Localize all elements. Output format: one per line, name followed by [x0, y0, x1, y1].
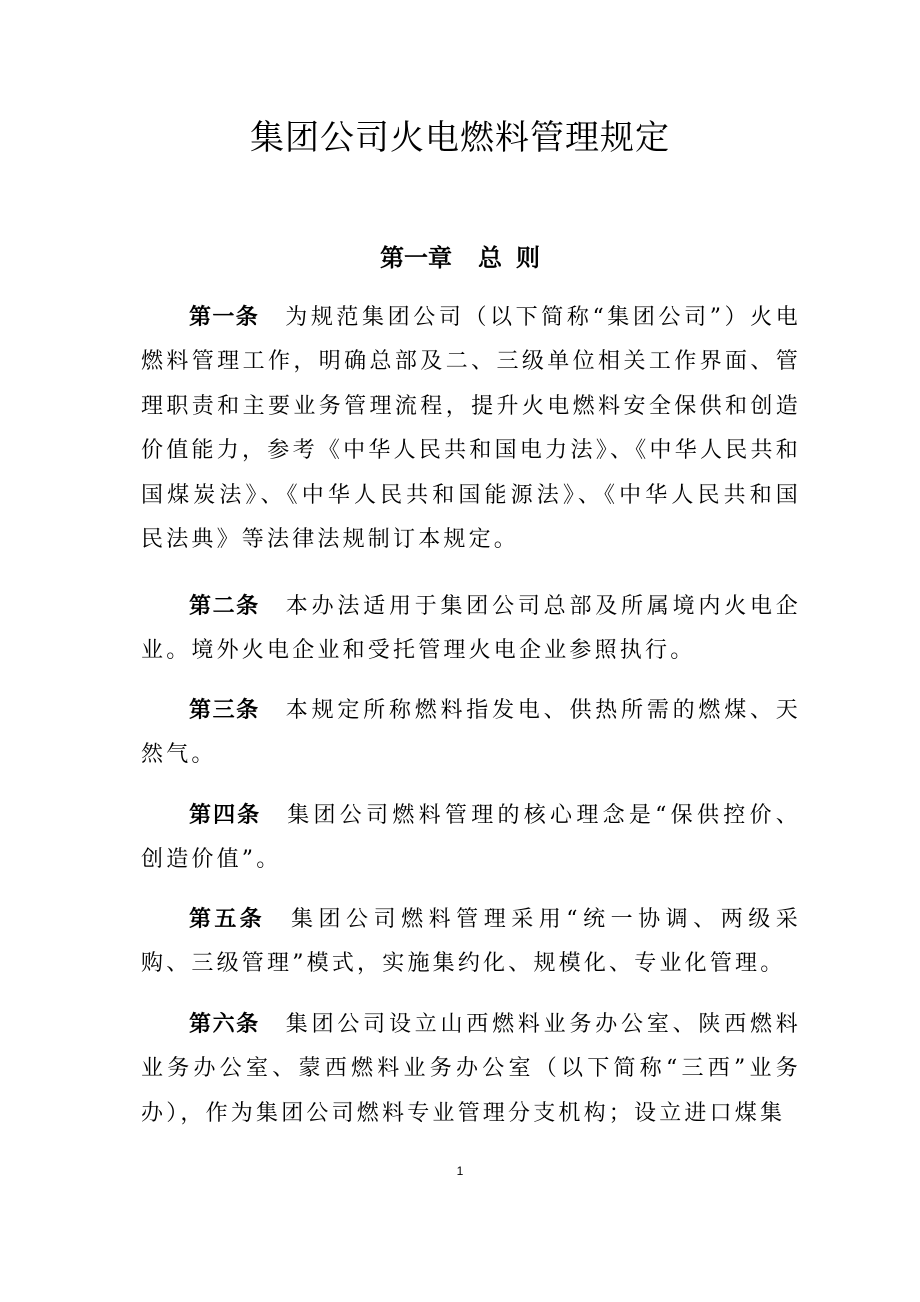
article-number: 第六条 [189, 1012, 260, 1037]
article-text: 集团公司燃料管理的核心理念是“保供控价、创造价值”。 [141, 803, 801, 873]
document-title: 集团公司火电燃料管理规定 [250, 118, 670, 158]
article-number: 第一条 [189, 305, 260, 330]
article-text: 为规范集团公司（以下简称“集团公司”）火电燃料管理工作，明确总部及二、三级单位相关工作界面、管理职责和主要业务管理流程，提升火电燃料安全保供和创造价值能力，参考《中华人民共和国电力法》、《中华人民共和国煤炭法》、《中华人民共和国能源法》、《中华人民共和国民法典》等法律法规制订本规定。 [141, 305, 801, 553]
article-1 [141, 296, 801, 562]
article-5 [141, 898, 801, 987]
chapter-name-part1: 总 [478, 244, 502, 272]
article-text: 本规定所称燃料指发电、供热所需的燃煤、天然气。 [141, 698, 801, 768]
article-2 [141, 585, 801, 674]
chapter-name-part2: 则 [516, 244, 540, 272]
article-text: 集团公司设立山西燃料业务办公室、陕西燃料业务办公室、蒙西燃料业务办公室（以下简称“三西”业务办），作为集团公司燃料专业管理分支机构；设立进口煤集 [141, 1012, 801, 1126]
article-3 [141, 689, 801, 778]
article-text: 集团公司燃料管理采用“统一协调、两级采购、三级管理”模式，实施集约化、规模化、专业化管理。 [141, 907, 801, 977]
article-number: 第四条 [189, 803, 262, 828]
article-6 [141, 1003, 801, 1136]
article-text: 本办法适用于集团公司总部及所属境内火电企业。境外火电企业和受托管理火电企业参照执行。 [141, 594, 801, 664]
article-number: 第三条 [189, 698, 260, 723]
article-number: 第二条 [189, 594, 260, 619]
article-number: 第五条 [189, 907, 265, 932]
chapter-heading [0, 238, 920, 278]
article-4 [141, 794, 801, 883]
page-number: 1 [456, 1164, 464, 1178]
chapter-number: 第一章 [380, 244, 452, 272]
